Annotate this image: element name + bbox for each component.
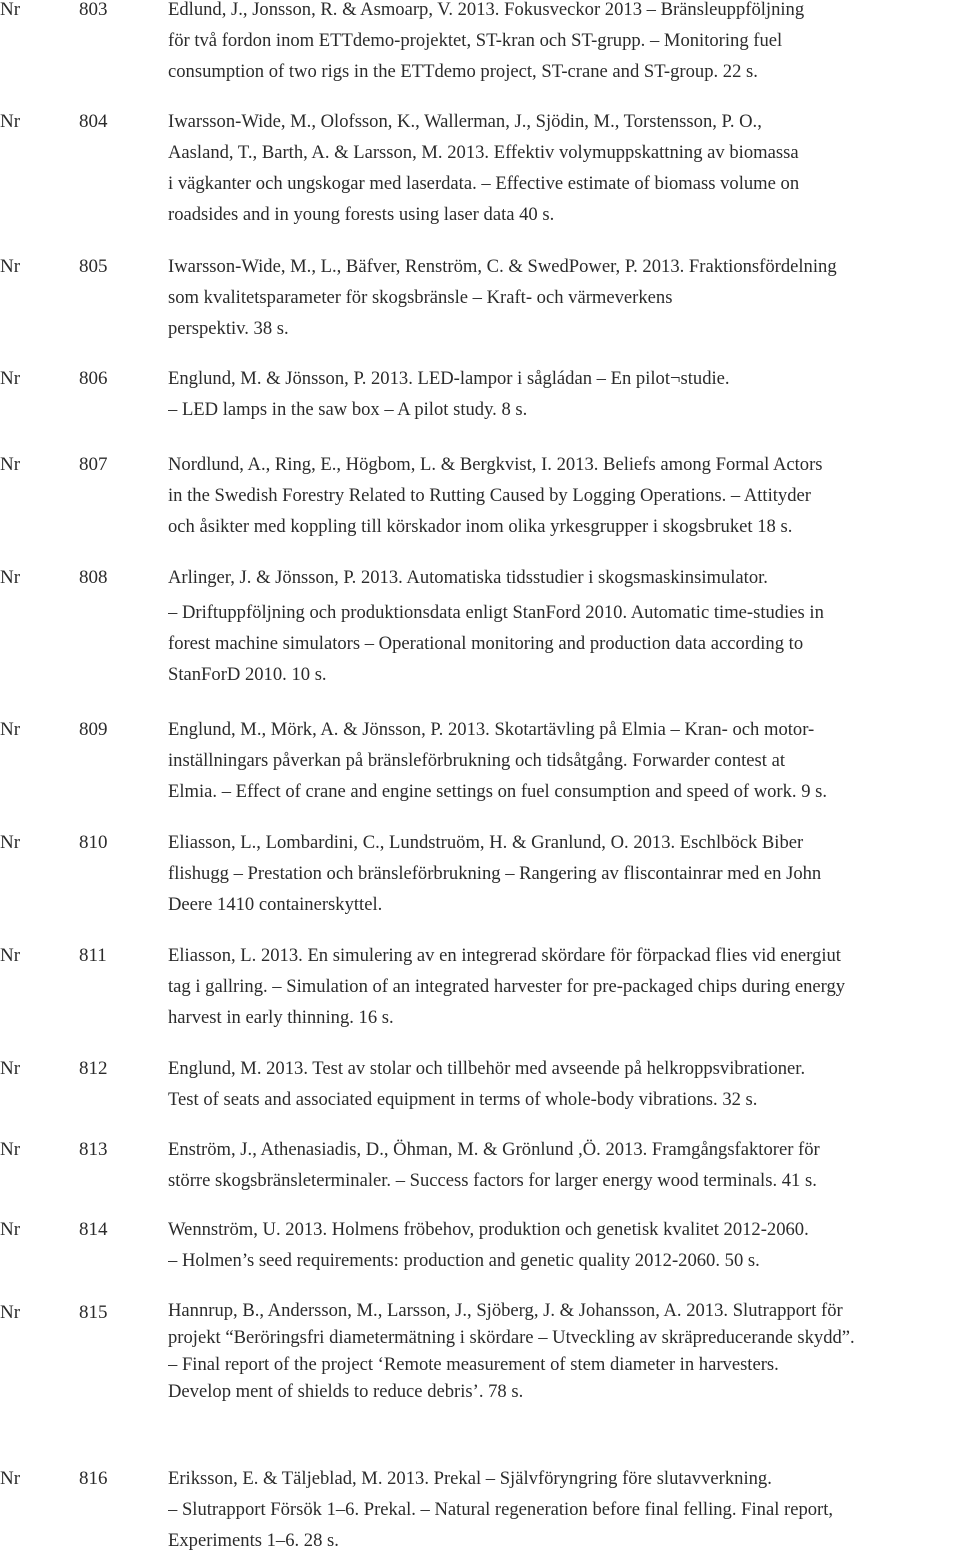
citation-line: projekt “Beröringsfri diametermätning i skördare – Utveckling av skräpreducerande skydd”. (168, 1327, 855, 1348)
citation-line: större skogsbränsleterminaler. – Success factors for larger energy wood terminals. 41 s. (168, 1170, 817, 1191)
citation-line: Arlinger, J. & Jönsson, P. 2013. Automatiska tidsstudier i skogsmaskinsimulator. (168, 567, 768, 588)
citation-line: – Slutrapport Försök 1–6. Prekal. – Natural regeneration before final felling. Final report, (168, 1499, 834, 1520)
citation-line: i vägkanter och ungskogar med laserdata. – Effective estimate of biomass volume on (168, 173, 800, 194)
citation-line: – LED lamps in the saw box – A pilot study. 8 s. (168, 399, 528, 420)
entry-number: 808 (79, 567, 108, 588)
entry-citation (168, 1214, 958, 1276)
entry-prefix: Nr (0, 256, 21, 277)
citation-line: Enström, J., Athenasiadis, D., Öhman, M. & Grönlund ,Ö. 2013. Framgångsfaktorer för (168, 1139, 820, 1160)
entry-number: 811 (79, 945, 107, 966)
entry-citation (168, 0, 958, 87)
entry-citation (168, 714, 958, 807)
entry-number: 816 (79, 1468, 108, 1489)
entry-prefix: Nr (0, 1219, 21, 1240)
entry-prefix: Nr (0, 945, 21, 966)
citation-line: Iwarsson-Wide, M., Olofsson, K., Wallerman, J., Sjödin, M., Torstensson, P. O., (168, 111, 762, 132)
citation-line: Englund, M. & Jönsson, P. 2013. LED-lampor i sågládan – En pilot¬studie. (168, 368, 730, 389)
citation-line: Eliasson, L. 2013. En simulering av en integrerad skördare för förpackad flies vid energiut (168, 945, 841, 966)
citation-line: – Driftuppföljning och produktionsdata enligt StanFord 2010. Automatic time-studies in (168, 602, 824, 623)
citation-line: Experiments 1–6. 28 s. (168, 1530, 339, 1551)
entry-prefix: Nr (0, 1139, 21, 1160)
citation-line: och åsikter med koppling till körskador inom olika yrkesgrupper i skogsbruket 18 s. (168, 516, 793, 537)
citation-line: perspektiv. 38 s. (168, 318, 289, 339)
citation-line: Elmia. – Effect of crane and engine settings on fuel consumption and speed of work. 9 s. (168, 781, 828, 802)
citation-line: – Holmen’s seed requirements: production and genetic quality 2012-2060. 50 s. (168, 1250, 760, 1271)
citation-line: Hannrup, B., Andersson, M., Larsson, J., Sjöberg, J. & Johansson, A. 2013. Slutrapport för (168, 1300, 843, 1321)
entry-number: 814 (79, 1219, 108, 1240)
entry-citation (168, 1463, 958, 1556)
entry-citation (168, 251, 958, 344)
citation-line: Aasland, T., Barth, A. & Larsson, M. 2013. Effektiv volymuppskattning av biomassa (168, 142, 799, 163)
entry-prefix: Nr (0, 1058, 21, 1079)
entry-number: 804 (79, 111, 108, 132)
entry-number: 815 (79, 1302, 108, 1323)
entry-citation (168, 1134, 958, 1196)
entry-prefix: Nr (0, 454, 21, 475)
citation-line: roadsides and in young forests using laser data 40 s. (168, 204, 555, 225)
citation-line: flishugg – Prestation och bränsleförbrukning – Rangering av fliscontainrar med en John (168, 863, 822, 884)
entry-prefix: Nr (0, 111, 21, 132)
entry-citation (168, 1297, 958, 1405)
entry-prefix: Nr (0, 567, 21, 588)
citation-line: consumption of two rigs in the ETTdemo project, ST-crane and ST-group. 22 s. (168, 61, 758, 82)
entry-citation (168, 827, 958, 920)
entry-number: 809 (79, 719, 108, 740)
citation-line: tag i gallring. – Simulation of an integrated harvester for pre-packaged chips during energy (168, 976, 846, 997)
citation-line: som kvalitetsparameter för skogsbränsle – Kraft- och värmeverkens (168, 287, 673, 308)
citation-line: Eriksson, E. & Täljeblad, M. 2013. Prekal – Självföryngring före slutavverkning. (168, 1468, 772, 1489)
citation-line: in the Swedish Forestry Related to Rutting Caused by Logging Operations. – Attityder (168, 485, 811, 506)
entry-number: 810 (79, 832, 108, 853)
entry-citation (168, 562, 958, 690)
citation-line: för två fordon inom ETTdemo-projektet, ST-kran och ST-grupp. – Monitoring fuel (168, 30, 783, 51)
citation-line: – Final report of the project ‘Remote measurement of stem diameter in harvesters. (168, 1354, 779, 1375)
entry-number: 805 (79, 256, 108, 277)
citation-line: Deere 1410 containerskyttel. (168, 894, 383, 915)
citation-line: Eliasson, L., Lombardini, C., Lundstruöm, H. & Granlund, O. 2013. Eschlböck Biber (168, 832, 804, 853)
entry-number: 812 (79, 1058, 108, 1079)
citation-line: Englund, M. 2013. Test av stolar och tillbehör med avseende på helkroppsvibrationer. (168, 1058, 806, 1079)
entry-number: 803 (79, 0, 108, 20)
entry-prefix: Nr (0, 368, 21, 389)
citation-line: StanForD 2010. 10 s. (168, 664, 327, 685)
entry-number: 807 (79, 454, 108, 475)
citation-line: Edlund, J., Jonsson, R. & Asmoarp, V. 2013. Fokusveckor 2013 – Bränsleuppföljning (168, 0, 805, 20)
citation-line: Iwarsson-Wide, M., L., Bäfver, Renström, C. & SwedPower, P. 2013. Fraktionsfördelning (168, 256, 837, 277)
entry-citation (168, 363, 958, 425)
entry-number: 806 (79, 368, 108, 389)
entry-citation (168, 1053, 958, 1115)
entry-prefix: Nr (0, 719, 21, 740)
citation-line: Wennström, U. 2013. Holmens fröbehov, produktion och genetisk kvalitet 2012-2060. (168, 1219, 809, 1240)
citation-line: Englund, M., Mörk, A. & Jönsson, P. 2013. Skotartävling på Elmia – Kran- och motor- (168, 719, 815, 740)
citation-line: forest machine simulators – Operational monitoring and production data according to (168, 633, 804, 654)
entry-prefix: Nr (0, 1302, 21, 1323)
entry-prefix: Nr (0, 0, 21, 20)
entry-citation (168, 106, 958, 230)
citation-line: Nordlund, A., Ring, E., Högbom, L. & Bergkvist, I. 2013. Beliefs among Formal Actors (168, 454, 823, 475)
citation-line: Test of seats and associated equipment in terms of whole-body vibrations. 32 s. (168, 1089, 758, 1110)
citation-line: harvest in early thinning. 16 s. (168, 1007, 394, 1028)
entry-citation (168, 940, 958, 1033)
entry-prefix: Nr (0, 832, 21, 853)
entry-number: 813 (79, 1139, 108, 1160)
entry-prefix: Nr (0, 1468, 21, 1489)
entry-citation (168, 449, 958, 542)
citation-line: Develop ment of shields to reduce debris’. 78 s. (168, 1381, 524, 1402)
citation-line: inställningars påverkan på bränsleförbrukning och tidsåtgång. Forwarder contest at (168, 750, 786, 771)
